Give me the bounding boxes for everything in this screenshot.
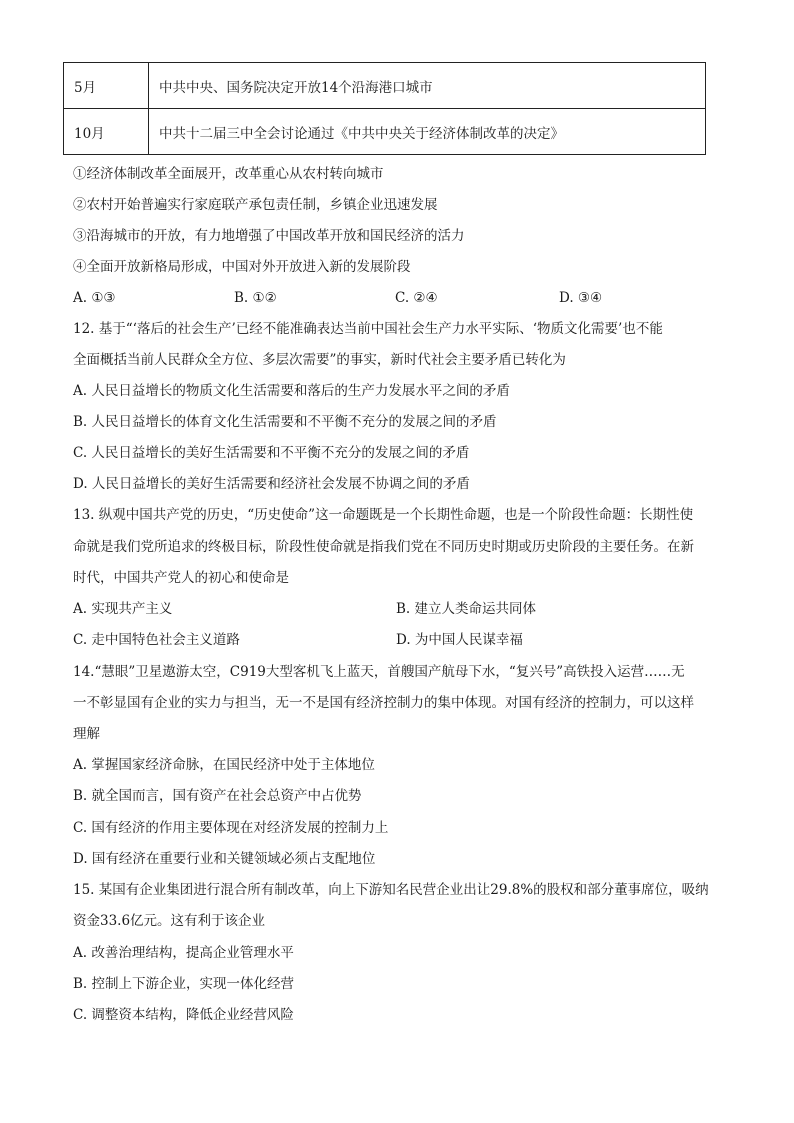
q15-stem-line-1: 15. 某国有企业集团进行混合所有制改革，向上下游知名民营企业出让29.8%的股权和部分董事席位，吸纳 — [73, 882, 709, 898]
table-row — [64, 63, 706, 109]
q12-stem-line-2: 全面概括当前人民群众全方位、多层次需要”的事实，新时代社会主要矛盾已转化为 — [73, 352, 566, 368]
q11-option-d: D. ③④ — [559, 290, 603, 306]
q13-stem-line-1: 13. 纵观中国共产党的历史，“历史使命”这一命题既是一个长期性命题，也是一个阶段性命题：长期性使 — [73, 507, 694, 523]
q12-stem-line-1: 12. 基于“‘落后的社会生产’已经不能准确表达当前中国社会生产力水平实际、‘物质文化需要’也不能 — [73, 321, 663, 337]
events-table — [63, 62, 706, 155]
q13-option-b: B. 建立人类命运共同体 — [396, 601, 537, 617]
table-cell-event: 中共十二届三中全会讨论通过《中共中央关于经济体制改革的决定》 — [149, 109, 706, 155]
q14-option-c: C. 国有经济的作用主要体现在对经济发展的控制力上 — [73, 820, 389, 836]
q15-stem-line-2: 资金33.6亿元。这有利于该企业 — [73, 913, 266, 929]
statement-3: ③沿海城市的开放，有力地增强了中国改革开放和国民经济的活力 — [73, 228, 465, 244]
q12-option-b: B. 人民日益增长的体育文化生活需要和不平衡不充分的发展之间的矛盾 — [73, 414, 497, 430]
statement-2: ②农村开始普遍实行家庭联产承包责任制，乡镇企业迅速发展 — [73, 197, 438, 213]
q13-options-row-2 — [73, 630, 713, 650]
q14-stem-line-3: 理解 — [73, 726, 100, 742]
q14-option-a: A. 掌握国家经济命脉，在国民经济中处于主体地位 — [73, 757, 375, 773]
q11-options — [73, 288, 713, 308]
q15-option-a: A. 改善治理结构，提高企业管理水平 — [73, 945, 294, 961]
q13-stem-line-3: 时代，中国共产党人的初心和使命是 — [73, 570, 289, 586]
statement-4: ④全面开放新格局形成，中国对外开放进入新的发展阶段 — [73, 259, 411, 275]
q12-option-c: C. 人民日益增长的美好生活需要和不平衡不充分的发展之间的矛盾 — [73, 445, 470, 461]
table-cell-month: 5月 — [64, 63, 149, 109]
q13-option-c: C. 走中国特色社会主义道路 — [73, 632, 240, 648]
q13-option-d: D. 为中国人民谋幸福 — [396, 632, 523, 648]
q11-option-a: A. ①③ — [73, 290, 116, 306]
table-cell-month: 10月 — [64, 109, 149, 155]
q13-stem-line-2: 命就是我们党所追求的终极目标，阶段性使命就是指我们党在不同历史时期或历史阶段的主要任务。在新 — [73, 539, 694, 555]
q12-option-d: D. 人民日益增长的美好生活需要和经济社会发展不协调之间的矛盾 — [73, 476, 470, 492]
q12-option-a: A. 人民日益增长的物质文化生活需要和落后的生产力发展水平之间的矛盾 — [73, 383, 510, 399]
q14-option-d: D. 国有经济在重要行业和关键领域必须占支配地位 — [73, 851, 376, 867]
statement-1: ①经济体制改革全面展开，改革重心从农村转向城市 — [73, 166, 384, 182]
q11-option-c: C. ②④ — [395, 290, 438, 306]
q14-option-b: B. 就全国而言，国有资产在社会总资产中占优势 — [73, 788, 362, 804]
q13-options-row-1 — [73, 599, 713, 619]
table-cell-event: 中共中央、国务院决定开放14个沿海港口城市 — [149, 63, 706, 109]
q15-option-b: B. 控制上下游企业，实现一体化经营 — [73, 976, 295, 992]
q14-stem-line-2: 一不彰显国有企业的实力与担当，无一不是国有经济控制力的集中体现。对国有经济的控制力，可以这样 — [73, 695, 694, 711]
q13-option-a: A. 实现共产主义 — [73, 601, 173, 617]
q11-option-b: B. ①② — [234, 290, 277, 306]
q15-option-c: C. 调整资本结构，降低企业经营风险 — [73, 1007, 294, 1023]
q14-stem-line-1: 14.“慧眼”卫星遨游太空，C919大型客机飞上蓝天，首艘国产航母下水，“复兴号”高铁投入运营……无 — [73, 664, 685, 680]
table-row — [64, 109, 706, 155]
